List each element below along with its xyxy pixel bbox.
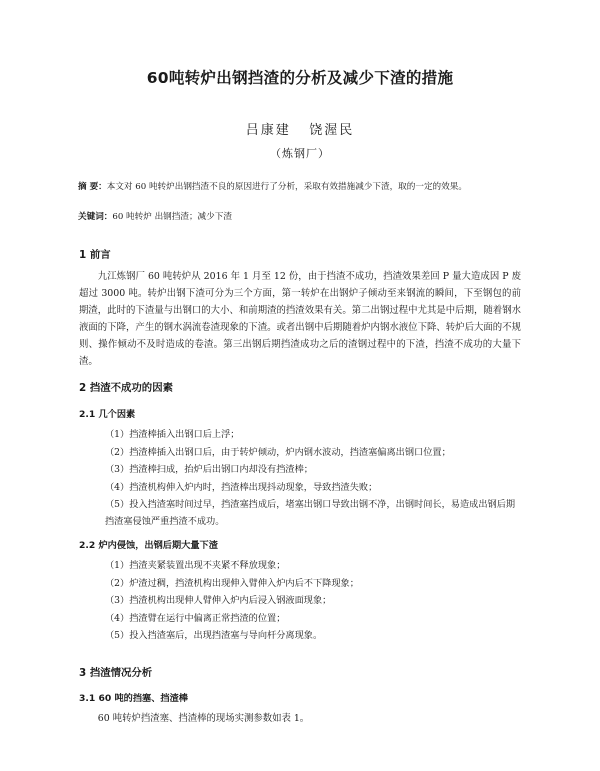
section-3-1-paragraph: 60 吨转炉挡渣塞、挡渣棒的现场实测参数如表 1。 [97, 713, 310, 724]
list-item: （2）挡渣棒插入出钢口后，由于转炉倾动，炉内钢水波动，挡渣塞偏离出钢口位置； [105, 446, 451, 458]
list-item: （1）挡渣棒插入出钢口后上浮； [105, 429, 240, 440]
list-2-2 [79, 557, 521, 645]
list-item: （3）挡渣机构出现伸人臂伸入炉内后浸入钢液面现象； [105, 595, 332, 607]
paper-affiliation: （炼钢厂） [270, 147, 330, 160]
list-item: （3）挡渣棒扫成，抬炉后出钢口内却没有挡渣棒； [105, 464, 313, 476]
list-item: （4）挡渣臂在运行中偏离正常挡渣的位置； [105, 612, 286, 624]
keywords [78, 210, 518, 224]
keywords-label: 关键词： [78, 212, 113, 222]
list-item: （5）投入挡渣塞后，出现挡渣塞与导向杆分离现象。 [105, 630, 323, 642]
abstract-label: 摘 要： [78, 182, 107, 192]
list-item: （2）炉渣过稠，挡渣机构出现伸入臂伸入炉内后不下降现象； [105, 577, 359, 589]
list-item: （5）投入挡渣塞时间过早，挡渣塞挡成后，堵塞出钢口导致出钢不净，出钢时间长，易造成出钢后期挡渣塞侵蚀严重挡渣不成功。 [105, 499, 516, 528]
subsection-heading-2-2: 2.2 炉内侵蚀，出钢后期大量下渣 [79, 540, 218, 551]
subsection-heading-3-1: 3.1 60 吨的挡塞、挡渣棒 [79, 693, 188, 704]
list-2-1 [79, 426, 521, 530]
section-1-paragraph: 九江炼钢厂 60 吨转炉从 2016 年 1 月至 12 份，由于挡渣不成功，挡渣效果差回 P 量大造成因 P 废超过 3000 吨。转炉出钢下渣可分为三个方面，第一转炉在出钢炉子倾动至来钢流的瞬间，下至钢包的前期渣，此时的下渣量与出钢口的大小、和前期渣的挡渣效果有关。第二出钢过程中尤其是中后期，随着钢水液面的下降，产生的钢水涡流卷渣现象的下渣。或者出钢中后期随着炉内钢水液位下降、转炉后大面的不规则、操作倾动不及时造成的卷渣。第三出钢后期挡渣成功之后的渣钢过程中的下渣，挡渣不成功的大量下渣。 [79, 271, 521, 367]
list-item: （4）挡渣机构伸入炉内时，挡渣棒出现抖动现象，导致挡渣失败； [105, 481, 378, 493]
section-heading-3: 3 挡渣情况分析 [79, 667, 153, 679]
section-heading-2: 2 挡渣不成功的因素 [79, 382, 173, 394]
abstract-text: 本文对 60 吨转炉出钢挡渣不良的原因进行了分析，采取有效措施减少下渣，取的一定的效果。 [106, 182, 467, 192]
abstract [78, 180, 518, 194]
subsection-heading-2-1: 2.1 几个因素 [79, 409, 136, 420]
paper-title: 60吨转炉出钢挡渣的分析及减少下渣的措施 [146, 69, 454, 87]
paper-authors: 吕康建 饶渥民 [245, 123, 355, 138]
list-item: （1）挡渣夹紧装置出现不夹紧不释放现象； [105, 560, 286, 571]
section-heading-1: 1 前言 [79, 249, 111, 261]
keywords-text: 60 吨转炉 出钢挡渣；减少下渣 [112, 212, 232, 222]
